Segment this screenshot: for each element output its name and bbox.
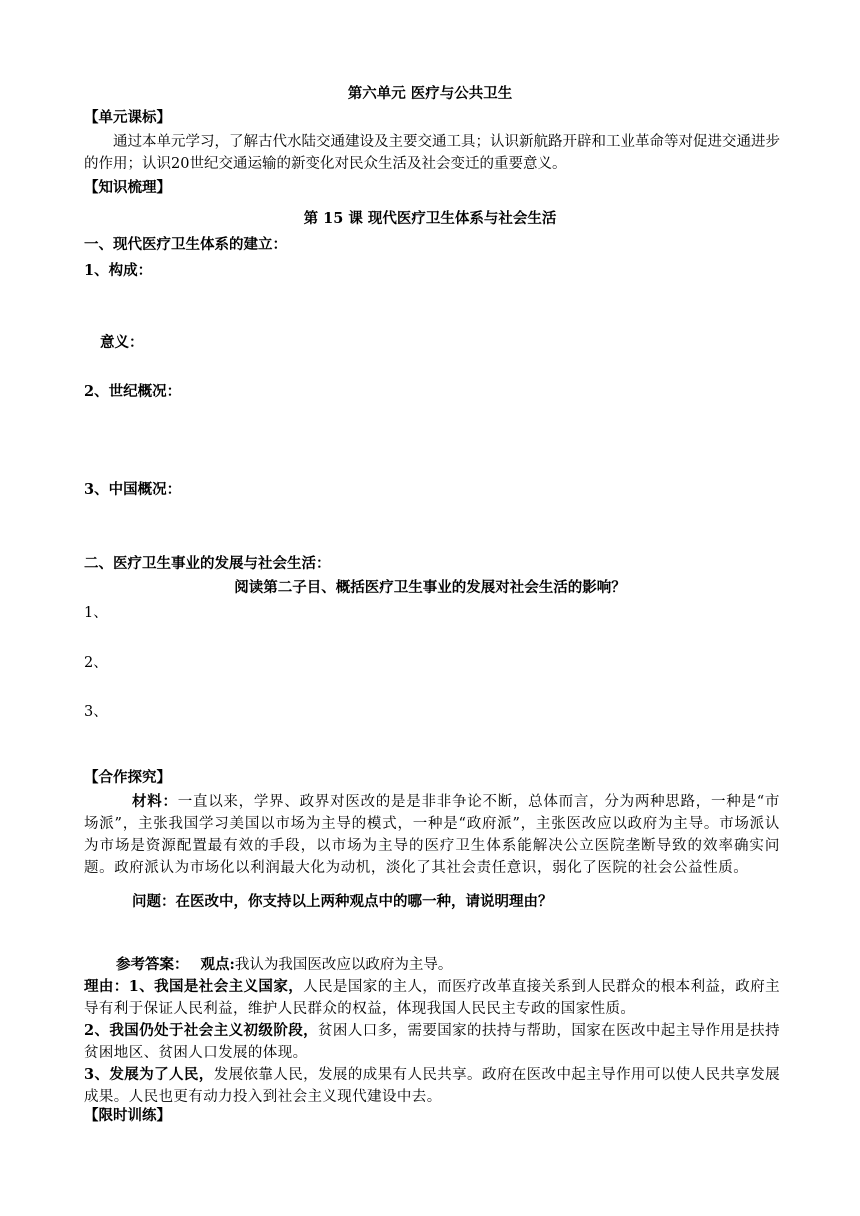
section2-item-1: 1、	[84, 605, 108, 621]
reason2-text: 贫困人口多，需要国家的扶持与帮助，国家在医改中起主导作用是扶持贫困地区、贫困人口发展的体现。	[84, 1023, 780, 1061]
material-label: 材料：	[132, 793, 178, 810]
section1-item2: 2、世纪概况：	[84, 383, 182, 400]
viewpoint-label: 观点:	[200, 956, 235, 973]
section1-heading: 一、现代医疗卫生体系的建立：	[84, 236, 287, 253]
section2-item-3: 3、	[84, 704, 108, 720]
answer-line	[116, 955, 452, 975]
unit-title: 第六单元 医疗与公共卫生	[347, 85, 513, 102]
reason3-label: 3、发展为了人民，	[84, 1066, 214, 1083]
reason2-label: 2、我国仍处于社会主义初级阶段，	[84, 1022, 319, 1039]
standards-heading: 【单元课标】	[84, 109, 171, 126]
reason1-label: 理由：1、我国是社会主义国家，	[84, 978, 304, 995]
section2-item-2: 2、	[84, 655, 108, 671]
material-text: 一直以来，学界、政界对医改的是是非非争论不断，总体而言，分为两种思路，一种是“市场派”，主张我国学习美国以市场为主导的模式，一种是“政府派”，主张医改应以政府为主导。市场派认为市场是资源配置最有效的手段，以市场为主导的医疗卫生体系能解决公立医院垄断导致的效率确实问题。政府派认为市场化以利润最大化为动机，淡化了其社会责任意识，弱化了医院的社会公益性质。	[84, 794, 780, 876]
cooperation-question: 问题：在医改中，你支持以上两种观点中的哪一种，请说明理由？	[132, 893, 553, 910]
section1-item1: 1、构成：	[84, 262, 153, 279]
cooperation-material	[84, 791, 780, 879]
cooperation-heading: 【合作探究】	[84, 769, 171, 786]
reason-1	[84, 976, 780, 1020]
answer-label: 参考答案：	[116, 956, 189, 973]
section2-heading: 二、医疗卫生事业的发展与社会生活：	[84, 555, 331, 572]
standards-text: 通过本单元学习，了解古代水陆交通建设及主要交通工具；认识新航路开辟和工业革命等对促进交通进步的作用；认识20世纪交通运输的新变化对民众生活及社会变迁的重要意义。	[84, 134, 780, 172]
reason-3	[84, 1064, 780, 1108]
reason-2	[84, 1020, 780, 1064]
reason1-text: 人民是国家的主人，而医疗改革直接关系到人民群众的根本利益，政府主导有利于保证人民利益，维护人民群众的权益，体现我国人民民主专政的国家性质。	[84, 979, 780, 1017]
knowledge-heading: 【知识梳理】	[84, 179, 171, 196]
section1-meaning: 意义：	[100, 334, 144, 351]
reason3-text: 发展依靠人民，发展的成果有人民共享。政府在医改中起主导作用可以使人民共享发展成果。人民也更有动力投入到社会主义现代建设中去。	[84, 1067, 780, 1105]
training-heading: 【限时训练】	[84, 1107, 171, 1124]
section1-item3: 3、中国概况：	[84, 481, 182, 498]
section2-question: 阅读第二子目、概括医疗卫生事业的发展对社会生活的影响？	[234, 579, 626, 596]
viewpoint-text: 我认为我国医改应以政府为主导。	[234, 957, 453, 973]
lesson-title: 第 15 课 现代医疗卫生体系与社会生活	[303, 210, 557, 227]
